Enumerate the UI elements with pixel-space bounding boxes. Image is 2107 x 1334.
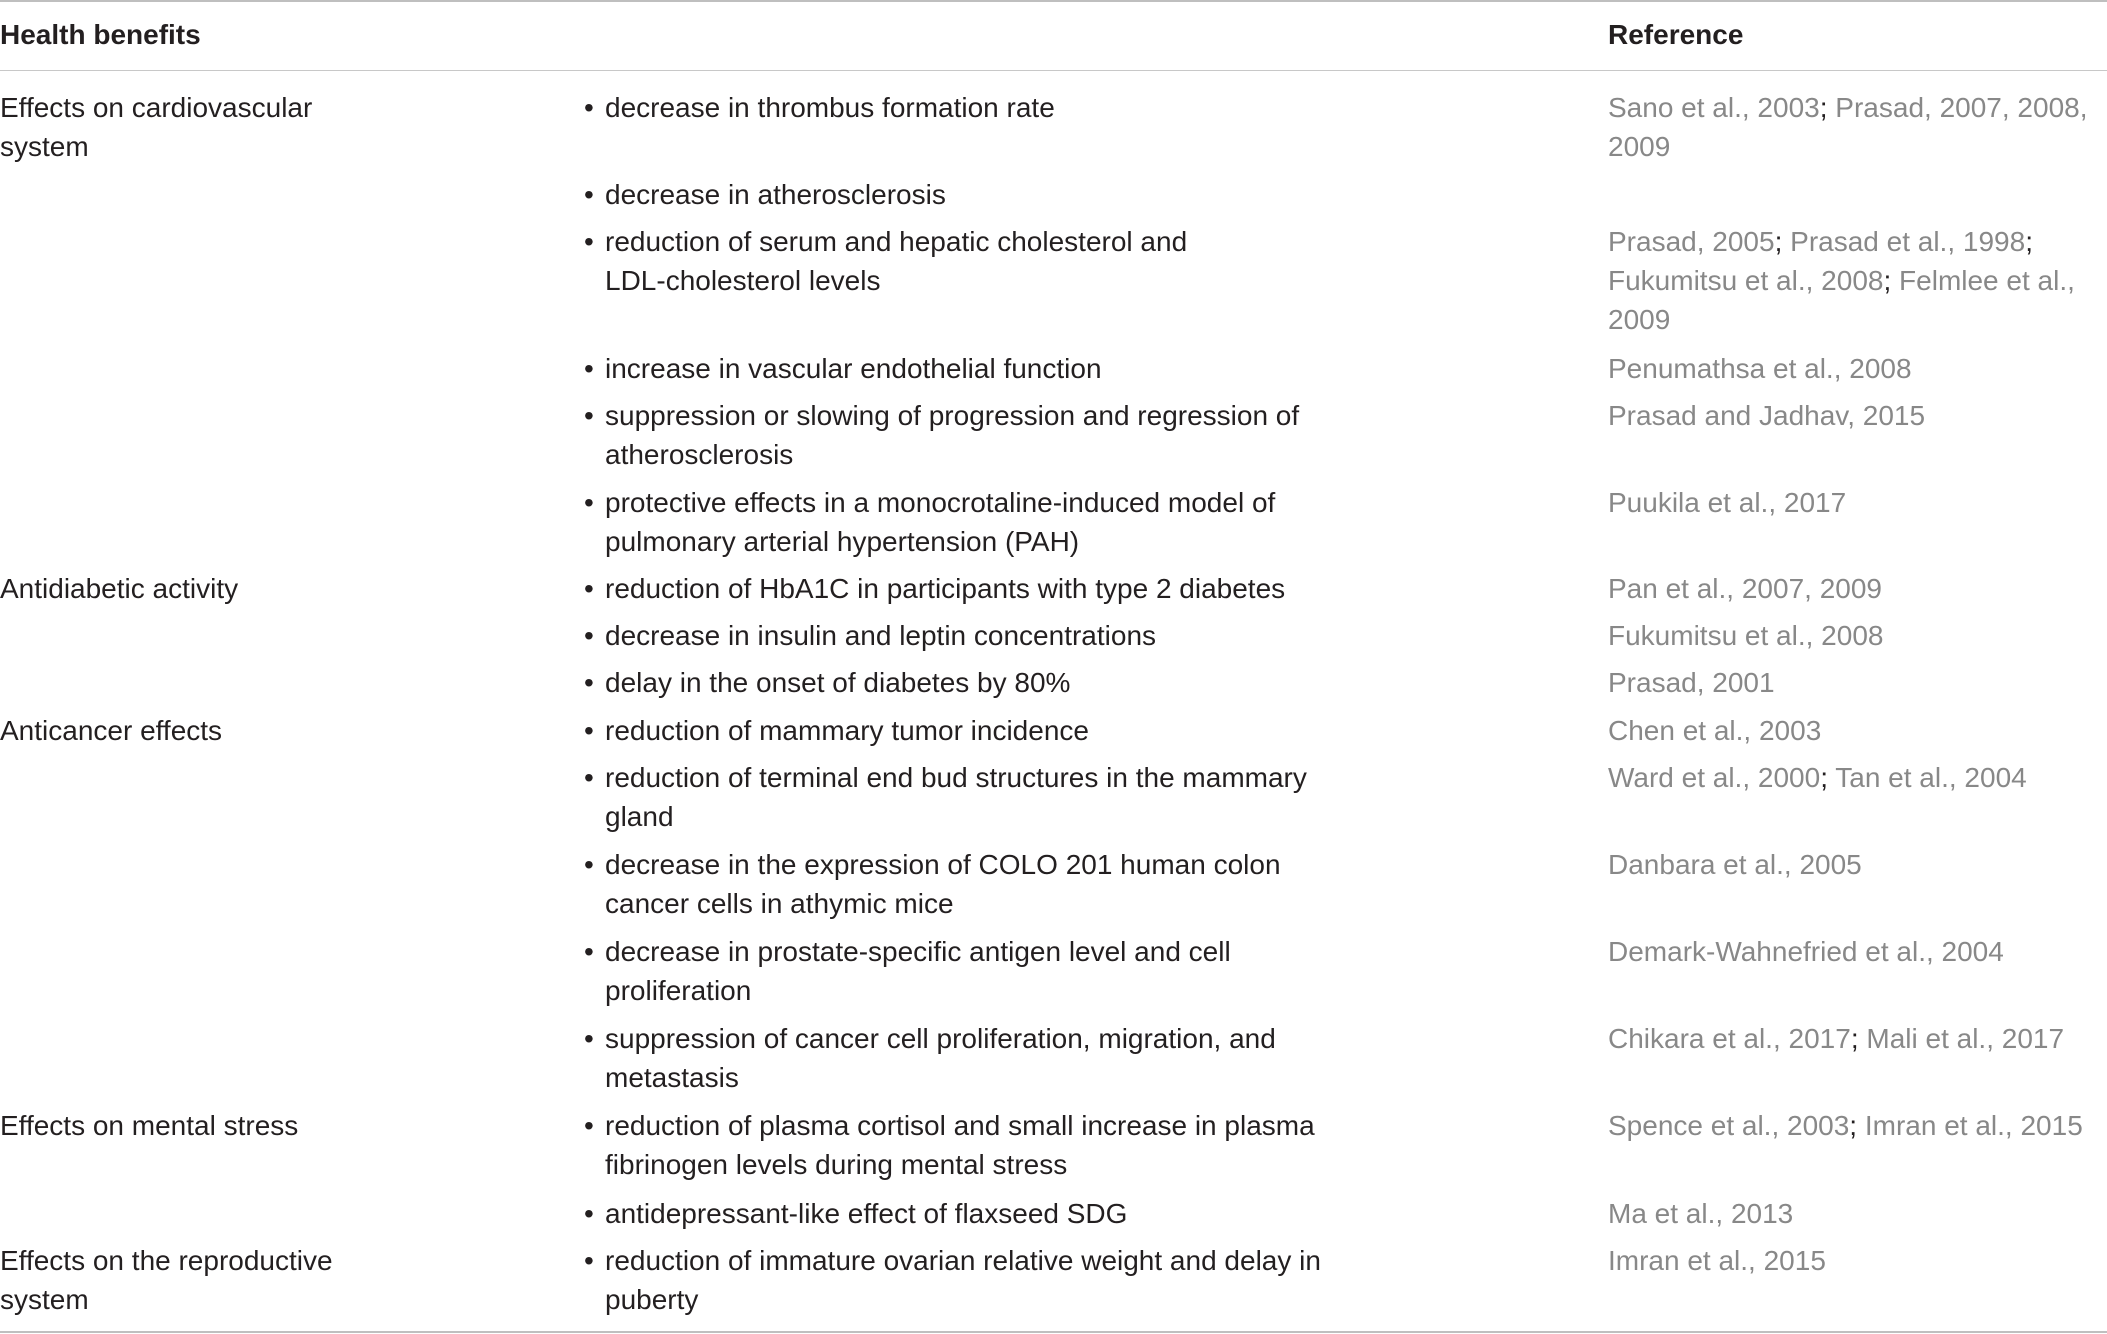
reference-line bbox=[1608, 88, 2107, 127]
bullet-icon: • bbox=[584, 92, 594, 123]
bullet-icon: • bbox=[584, 762, 594, 793]
header-reference: Reference bbox=[1608, 19, 1744, 50]
reference-link[interactable]: Ward et al., 2000 bbox=[1608, 762, 1821, 793]
benefit-line: decrease in prostate-specific antigen level and cell bbox=[605, 936, 1231, 967]
category-line: Anticancer effects bbox=[0, 715, 223, 746]
category-line: Antidiabetic activity bbox=[0, 573, 239, 604]
reference-link[interactable]: Imran et al., 2015 bbox=[1857, 1110, 2083, 1141]
bullet-icon: • bbox=[584, 1023, 594, 1054]
reference-link[interactable]: Prasad, 2007, 2008, bbox=[1827, 92, 2088, 123]
reference-link[interactable]: Ma et al., 2013 bbox=[1608, 1198, 1794, 1229]
benefit-line: decrease in insulin and leptin concentrations bbox=[605, 620, 1157, 651]
table-bottom-rule bbox=[0, 1331, 2107, 1333]
reference-link[interactable]: Chen et al., 2003 bbox=[1608, 715, 1822, 746]
benefit-item bbox=[584, 758, 1354, 836]
reference-cell bbox=[1608, 483, 2107, 522]
reference-link[interactable]: Mali et al., 2017 bbox=[1858, 1023, 2065, 1054]
benefit-line: LDL-cholesterol levels bbox=[605, 265, 881, 296]
category-line: Effects on cardiovascular bbox=[0, 92, 313, 123]
reference-separator: ; bbox=[2025, 226, 2033, 257]
benefit-line: delay in the onset of diabetes by 80% bbox=[605, 667, 1071, 698]
reference-link[interactable]: Chikara et al., 2017 bbox=[1608, 1023, 1851, 1054]
reference-separator: ; bbox=[1883, 265, 1892, 296]
reference-link[interactable]: Puukila et al., 2017 bbox=[1608, 487, 1847, 518]
benefit-line: suppression of cancer cell proliferation, migration, and bbox=[605, 1023, 1276, 1054]
reference-cell bbox=[1608, 1241, 2107, 1280]
category-anticancer bbox=[0, 711, 360, 750]
benefit-item bbox=[584, 222, 1354, 300]
reference-separator: ; bbox=[1849, 1110, 1858, 1141]
category-mental-stress bbox=[0, 1106, 360, 1145]
benefit-line: reduction of mammary tumor incidence bbox=[605, 715, 1089, 746]
reference-separator: ; bbox=[1819, 92, 1828, 123]
benefit-item bbox=[584, 1106, 1354, 1184]
benefit-item bbox=[584, 396, 1354, 474]
reference-cell bbox=[1608, 88, 2107, 166]
reference-line bbox=[1608, 127, 2107, 166]
reference-link[interactable]: Fukumitsu et al., 2008 bbox=[1608, 620, 1884, 651]
reference-separator: ; bbox=[1820, 762, 1828, 793]
benefit-line: puberty bbox=[605, 1284, 699, 1315]
benefit-line: antidepressant-like effect of flaxseed SDG bbox=[605, 1198, 1128, 1229]
header-rule bbox=[0, 70, 2107, 71]
bullet-icon: • bbox=[584, 849, 594, 880]
reference-link[interactable]: Sano et al., 2003 bbox=[1608, 92, 1820, 123]
category-line: Effects on the reproductive bbox=[0, 1245, 333, 1276]
bullet-icon: • bbox=[584, 179, 594, 210]
reference-separator: ; bbox=[1850, 1023, 1859, 1054]
header-health-benefits: Health benefits bbox=[0, 19, 201, 50]
reference-line bbox=[1608, 261, 2107, 300]
reference-link[interactable]: Penumathsa et al., 2008 bbox=[1608, 353, 1912, 384]
reference-line bbox=[1608, 222, 2107, 261]
benefit-item bbox=[584, 88, 1354, 127]
reference-link[interactable]: Pan et al., 2007, 2009 bbox=[1608, 573, 1882, 604]
reference-cell bbox=[1608, 758, 2107, 797]
reference-cell bbox=[1608, 845, 2107, 884]
bullet-icon: • bbox=[584, 1245, 594, 1276]
benefit-item bbox=[584, 711, 1354, 750]
benefit-line: fibrinogen levels during mental stress bbox=[605, 1149, 1068, 1180]
benefit-line: decrease in the expression of COLO 201 human colon bbox=[605, 849, 1281, 880]
reference-cell bbox=[1608, 222, 2107, 339]
reference-cell bbox=[1608, 396, 2107, 435]
reference-link[interactable]: Tan et al., 2004 bbox=[1827, 762, 2027, 793]
category-line: system bbox=[0, 131, 89, 162]
benefit-line: reduction of terminal end bud structures in the mammary bbox=[605, 762, 1307, 793]
reference-link[interactable]: Fukumitsu et al., 2008 bbox=[1608, 265, 1884, 296]
benefit-item bbox=[584, 663, 1354, 702]
benefit-item bbox=[584, 1194, 1354, 1233]
reference-link[interactable]: Prasad, 2001 bbox=[1608, 667, 1775, 698]
reference-link[interactable]: Danbara et al., 2005 bbox=[1608, 849, 1862, 880]
benefit-item bbox=[584, 845, 1354, 923]
category-antidiabetic bbox=[0, 569, 360, 608]
table-top-rule bbox=[0, 0, 2107, 2]
category-line: Effects on mental stress bbox=[0, 1110, 299, 1141]
reference-link[interactable]: 2009 bbox=[1608, 304, 1671, 335]
reference-link[interactable]: 2009 bbox=[1608, 131, 1671, 162]
benefit-line: pulmonary arterial hypertension (PAH) bbox=[605, 526, 1080, 557]
reference-link[interactable]: Prasad, 2005 bbox=[1608, 226, 1775, 257]
benefit-line: cancer cells in athymic mice bbox=[605, 888, 954, 919]
category-cardiovascular bbox=[0, 88, 360, 166]
reference-cell bbox=[1608, 1019, 2107, 1058]
category-line: system bbox=[0, 1284, 89, 1315]
benefit-item bbox=[584, 1019, 1354, 1097]
bullet-icon: • bbox=[584, 936, 594, 967]
bullet-icon: • bbox=[584, 226, 594, 257]
benefit-item bbox=[584, 932, 1354, 1010]
reference-line bbox=[1608, 300, 2107, 339]
benefit-line: decrease in thrombus formation rate bbox=[605, 92, 1055, 123]
benefit-item bbox=[584, 569, 1354, 608]
benefit-line: gland bbox=[605, 801, 674, 832]
benefit-item bbox=[584, 175, 1354, 214]
reference-cell bbox=[1608, 1194, 2107, 1233]
benefit-line: proliferation bbox=[605, 975, 752, 1006]
benefit-line: reduction of serum and hepatic cholesterol and bbox=[605, 226, 1188, 257]
benefit-line: protective effects in a monocrotaline-induced model of bbox=[605, 487, 1276, 518]
bullet-icon: • bbox=[584, 620, 594, 651]
reference-cell bbox=[1608, 349, 2107, 388]
reference-cell bbox=[1608, 616, 2107, 655]
reference-cell bbox=[1608, 932, 2107, 971]
benefit-item bbox=[584, 1241, 1354, 1319]
benefit-item bbox=[584, 349, 1354, 388]
benefit-line: metastasis bbox=[605, 1062, 739, 1093]
reference-cell bbox=[1608, 569, 2107, 608]
bullet-icon: • bbox=[584, 667, 594, 698]
reference-link[interactable]: Prasad and Jadhav, 2015 bbox=[1608, 400, 1926, 431]
bullet-icon: • bbox=[584, 715, 594, 746]
reference-separator: ; bbox=[1774, 226, 1783, 257]
benefit-item bbox=[584, 483, 1354, 561]
benefit-line: suppression or slowing of progression and regression of bbox=[605, 400, 1300, 431]
reference-link[interactable]: Felmlee et al., bbox=[1891, 265, 2075, 296]
benefit-line: reduction of immature ovarian relative weight and delay in bbox=[605, 1245, 1321, 1276]
benefit-line: increase in vascular endothelial function bbox=[605, 353, 1102, 384]
reference-link[interactable]: Imran et al., 2015 bbox=[1608, 1245, 1826, 1276]
benefit-line: reduction of plasma cortisol and small increase in plasma bbox=[605, 1110, 1315, 1141]
bullet-icon: • bbox=[584, 573, 594, 604]
reference-link[interactable]: Demark-Wahnefried et al., 2004 bbox=[1608, 936, 2004, 967]
benefit-line: decrease in atherosclerosis bbox=[605, 179, 946, 210]
bullet-icon: • bbox=[584, 487, 594, 518]
benefit-item bbox=[584, 616, 1354, 655]
reference-cell bbox=[1608, 1106, 2107, 1145]
reference-link[interactable]: Prasad et al., 1998 bbox=[1782, 226, 2026, 257]
bullet-icon: • bbox=[584, 1110, 594, 1141]
bullet-icon: • bbox=[584, 1198, 594, 1229]
benefit-line: atherosclerosis bbox=[605, 439, 794, 470]
reference-cell bbox=[1608, 711, 2107, 750]
category-reproductive bbox=[0, 1241, 360, 1319]
bullet-icon: • bbox=[584, 353, 594, 384]
reference-cell bbox=[1608, 663, 2107, 702]
benefit-line: reduction of HbA1C in participants with type 2 diabetes bbox=[605, 573, 1286, 604]
reference-link[interactable]: Spence et al., 2003 bbox=[1608, 1110, 1850, 1141]
bullet-icon: • bbox=[584, 400, 594, 431]
